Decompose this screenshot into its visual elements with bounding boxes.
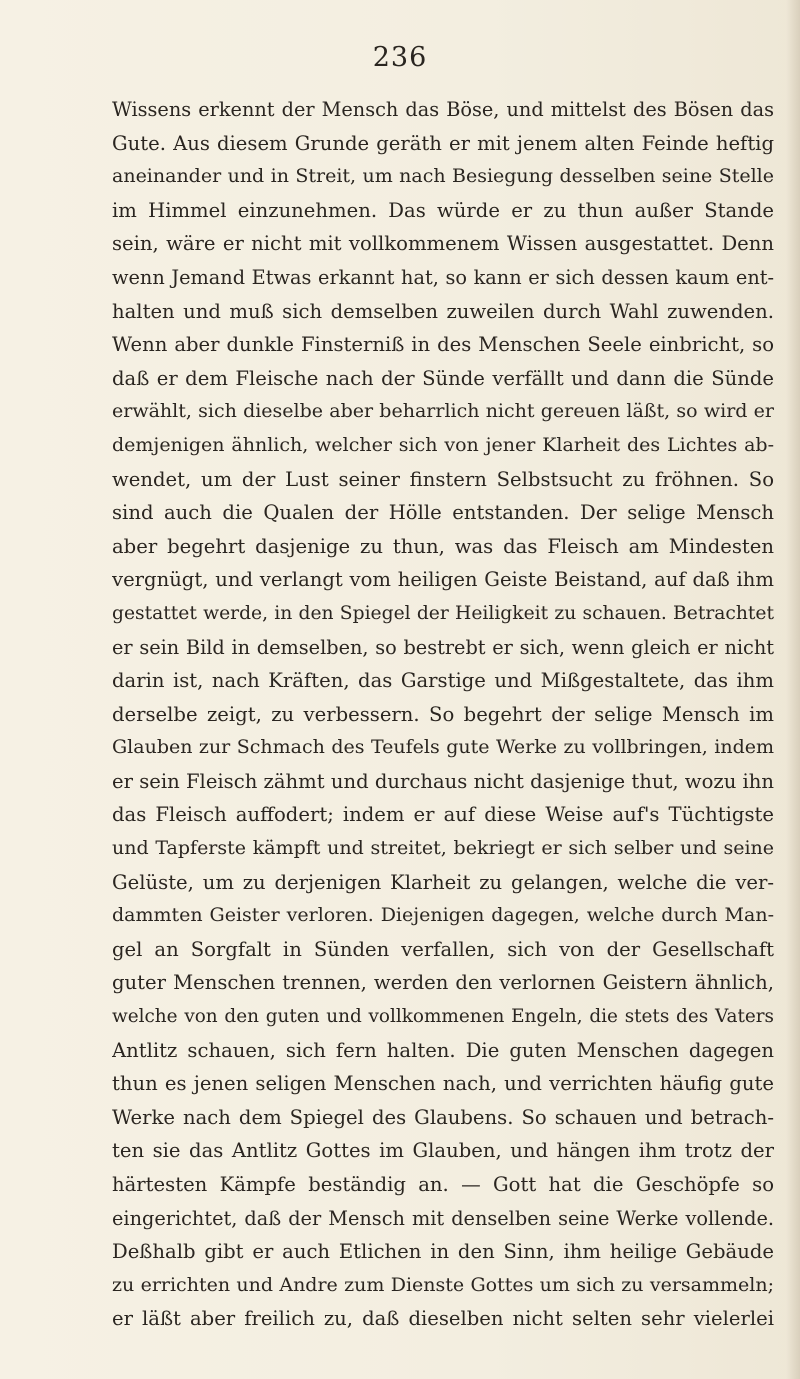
text-line: im Himmel einzunehmen. Das würde er zu thun außer Stande [112,198,774,222]
text-line: Wenn aber dunkle Finsterniß in des Menschen Seele einbricht, so [112,333,774,357]
text-line: wendet, um der Lust seiner finstern Selbstsucht zu fröhnen. So [112,467,774,491]
text-line: erwählt, sich dieselbe aber beharrlich nicht gereuen läßt, so wird er [112,400,774,423]
text-line: dammten Geister verloren. Diejenigen dagegen, welche durch Man- [112,904,774,927]
text-line: sind auch die Qualen der Hölle entstanden. Der selige Mensch [112,501,774,525]
text-line: zu errichten und Andre zum Dienste Gottes um sich zu versammeln; [112,1273,774,1296]
text-line: und Tapferste kämpft und streitet, bekriegt er sich selber und seine [112,837,774,860]
text-line: welche von den guten und vollkommenen Engeln, die stets des Vaters [112,1006,774,1028]
text-line: Deßhalb gibt er auch Etlichen in den Sinn, ihm heilige Gebäude [112,1240,774,1264]
text-line: darin ist, nach Kräften, das Garstige und Mißgestaltete, das ihm [112,669,774,693]
text-line: aneinander und in Streit, um nach Besiegung desselben seine Stelle [112,165,774,188]
body-text [112,93,774,1336]
text-line: halten und muß sich demselben zuweilen durch Wahl zuwenden. [112,299,774,323]
text-line: wenn Jemand Etwas erkannt hat, so kann er sich dessen kaum ent- [112,265,774,289]
page-number: 236 [372,42,428,73]
text-line: thun es jenen seligen Menschen nach, und verrichten häufig gute [112,1072,774,1096]
text-line: sein, wäre er nicht mit vollkommenem Wissen ausgestattet. Denn [112,232,774,256]
text-line: aber begehrt dasjenige zu thun, was das Fleisch am Mindesten [112,534,774,558]
text-line: das Fleisch auffodert; indem er auf diese Weise auf's Tüchtigste [112,803,774,827]
text-line: Gute. Aus diesem Grunde geräth er mit jenem alten Feinde heftig [112,131,774,155]
text-line: eingerichtet, daß der Mensch mit denselben seine Werke vollende. [112,1206,774,1230]
page-edge-shadow [786,0,800,1379]
text-line: Wissens erkennt der Mensch das Böse, und mittelst des Bösen das [112,98,774,121]
text-line: ten sie das Antlitz Gottes im Glauben, und hängen ihm trotz der [112,1139,774,1163]
text-line: gestattet werde, in den Spiegel der Heiligkeit zu schauen. Betrachtet [112,602,774,624]
text-line: derselbe zeigt, zu verbessern. So begehrt der selige Mensch im [112,702,774,726]
text-line: Werke nach dem Spiegel des Glaubens. So schauen und betrach- [112,1105,774,1129]
text-line: gel an Sorgfalt in Sünden verfallen, sich von der Gesellschaft [112,937,774,961]
text-line: härtesten Kämpfe beständig an. — Gott hat die Geschöpfe so [112,1173,774,1196]
text-line: Gelüste, um zu derjenigen Klarheit zu gelangen, welche die ver- [112,870,774,894]
text-line: er sein Fleisch zähmt und durchaus nicht dasjenige thut, wozu ihn [112,769,774,793]
text-line: demjenigen ähnlich, welcher sich von jener Klarheit des Lichtes ab- [112,433,774,456]
text-line: vergnügt, und verlangt vom heiligen Geiste Beistand, auf daß ihm [112,568,774,592]
text-line: Antlitz schauen, sich fern halten. Die guten Menschen dagegen [112,1038,774,1062]
text-line: daß er dem Fleische nach der Sünde verfällt und dann die Sünde [112,366,774,390]
text-line: er sein Bild in demselben, so bestrebt er sich, wenn gleich er nicht [112,635,774,659]
text-line: er läßt aber freilich zu, daß dieselben nicht selten sehr vielerlei [112,1307,774,1331]
text-line: guter Menschen trennen, werden den verlornen Geistern ähnlich, [112,971,774,995]
text-line: Glauben zur Schmach des Teufels gute Werke zu vollbringen, indem [112,736,774,759]
